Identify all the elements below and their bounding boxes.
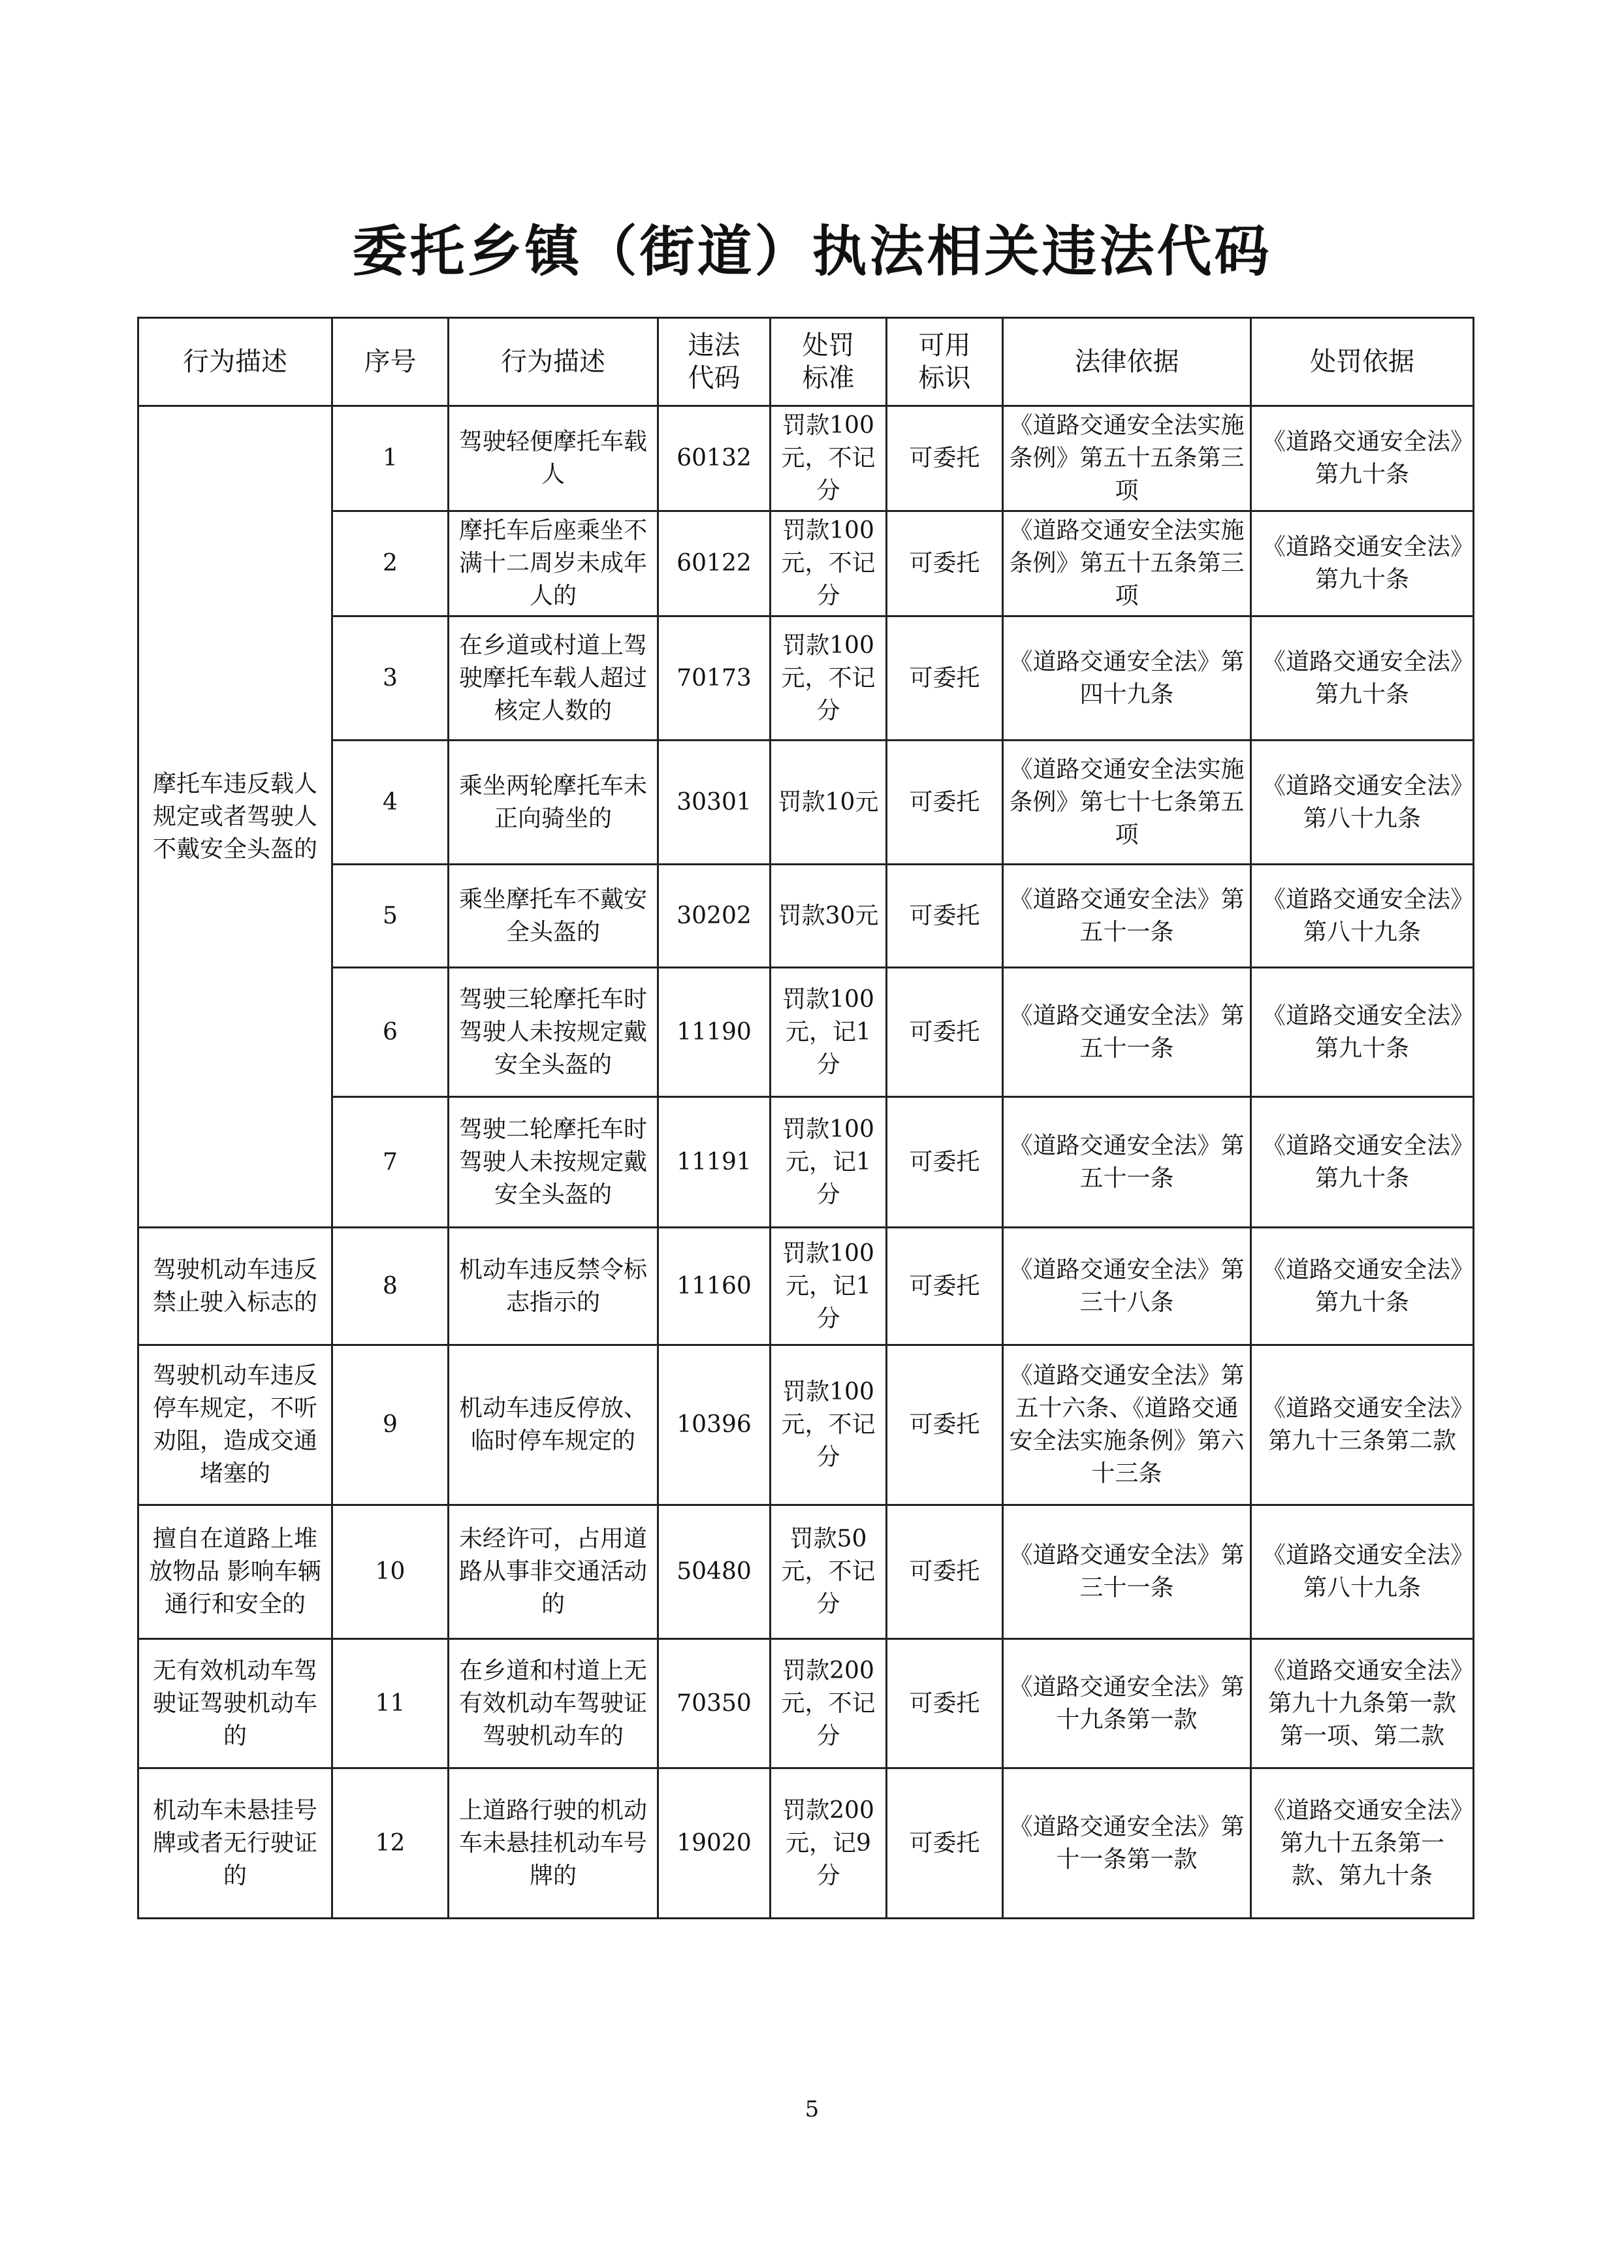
- row-behavior: 在乡道和村道上无有效机动车驾驶证驾驶机动车的: [449, 1639, 658, 1768]
- row-behavior: 在乡道或村道上驾驶摩托车载人超过核定人数的: [449, 616, 658, 741]
- row-legal-basis: 《道路交通安全法》第五十一条: [1003, 968, 1251, 1097]
- row-code: 50480: [658, 1505, 771, 1639]
- header-mark: [887, 318, 1003, 406]
- header-legal-basis: 法律依据: [1003, 318, 1251, 406]
- header-mark-line1: 可用: [918, 330, 971, 360]
- row-penalty-basis: 《道路交通安全法》第九十条: [1251, 1097, 1474, 1228]
- row-code: 11191: [658, 1097, 771, 1228]
- row-penalty-basis: 《道路交通安全法》第九十条: [1251, 406, 1474, 511]
- row-seq: 11: [332, 1639, 449, 1768]
- group-category: 摩托车违反载人规定或者驾驶人不戴安全头盔的: [152, 770, 317, 863]
- row-code: 60132: [658, 406, 771, 511]
- row-mark: 可委托: [887, 1345, 1003, 1505]
- row-behavior: 驾驶二轮摩托车时驾驶人未按规定戴安全头盔的: [449, 1097, 658, 1228]
- header-code: [658, 318, 771, 406]
- row-penalty-basis: 《道路交通安全法》第九十条: [1251, 968, 1474, 1097]
- row-mark: 可委托: [887, 1639, 1003, 1768]
- row-behavior: 驾驶轻便摩托车载人: [449, 406, 658, 511]
- row-code: 60122: [658, 511, 771, 616]
- row-penalty: 罚款200元，不记分: [771, 1639, 887, 1768]
- row-behavior: 未经许可，占用道路从事非交通活动的: [449, 1505, 658, 1639]
- row-seq: 9: [332, 1345, 449, 1505]
- row-seq: 6: [332, 968, 449, 1097]
- row-penalty: 罚款100元，不记分: [771, 1345, 887, 1505]
- row-behavior: 机动车违反停放、临时停车规定的: [449, 1345, 658, 1505]
- row-penalty-basis: 《道路交通安全法》第九十五条第一款、第九十条: [1251, 1768, 1474, 1919]
- group-category: 机动车未悬挂号牌或者无行驶证的: [138, 1768, 332, 1919]
- row-penalty-basis: 《道路交通安全法》第九十条: [1251, 1228, 1474, 1345]
- row-legal-basis: 《道路交通安全法》第三十一条: [1003, 1505, 1251, 1639]
- header-code-line1: 违法: [688, 330, 740, 360]
- row-seq: 12: [332, 1768, 449, 1919]
- row-seq: 3: [332, 616, 449, 741]
- header-penalty: [771, 318, 887, 406]
- row-mark: 可委托: [887, 616, 1003, 741]
- row-legal-basis: 《道路交通安全法实施条例》第五十五条第三项: [1003, 511, 1251, 616]
- table-row: [138, 1097, 1474, 1228]
- table-row: [138, 1345, 1474, 1505]
- header-category: 行为描述: [138, 318, 332, 406]
- row-behavior: 机动车违反禁令标志指示的: [449, 1228, 658, 1345]
- header-penalty-line2: 标准: [802, 363, 855, 393]
- row-behavior: 上道路行驶的机动车未悬挂机动车号牌的: [449, 1768, 658, 1919]
- row-code: 10396: [658, 1345, 771, 1505]
- row-code: 70350: [658, 1639, 771, 1768]
- row-legal-basis: 《道路交通安全法》第十一条第一款: [1003, 1768, 1251, 1919]
- row-penalty-basis: 《道路交通安全法》第九十三条第二款: [1251, 1345, 1474, 1505]
- row-penalty: 罚款100元，记1分: [771, 968, 887, 1097]
- row-mark: 可委托: [887, 1228, 1003, 1345]
- group-category: 擅自在道路上堆放物品 影响车辆通行和安全的: [138, 1505, 332, 1639]
- group-category: 驾驶机动车违反停车规定，不听劝阻，造成交通堵塞的: [138, 1345, 332, 1505]
- row-legal-basis: 《道路交通安全法》第五十六条、《道路交通安全法实施条例》第六十三条: [1003, 1345, 1251, 1505]
- group-category: 无有效机动车驾驶证驾驶机动车的: [138, 1639, 332, 1768]
- row-code: 11190: [658, 968, 771, 1097]
- row-seq: 8: [332, 1228, 449, 1345]
- row-penalty-basis: 《道路交通安全法》第八十九条: [1251, 1505, 1474, 1639]
- row-penalty: 罚款50元，不记分: [771, 1505, 887, 1639]
- row-code: 19020: [658, 1768, 771, 1919]
- header-behavior: 行为描述: [449, 318, 658, 406]
- row-legal-basis: 《道路交通安全法》第五十一条: [1003, 865, 1251, 968]
- table-row: [138, 511, 1474, 616]
- row-behavior: 摩托车后座乘坐不满十二周岁未成年人的: [449, 511, 658, 616]
- table-row: [138, 1639, 1474, 1768]
- row-behavior: 乘坐两轮摩托车未正向骑坐的: [449, 741, 658, 865]
- row-legal-basis: 《道路交通安全法》第三十八条: [1003, 1228, 1251, 1345]
- table-row: [138, 1228, 1474, 1345]
- row-code: 70173: [658, 616, 771, 741]
- group-category: 驾驶机动车违反禁止驶入标志的: [138, 1228, 332, 1345]
- row-penalty-basis: 《道路交通安全法》第九十九条第一款第一项、第二款: [1251, 1639, 1474, 1768]
- row-legal-basis: 《道路交通安全法实施条例》第七十七条第五项: [1003, 741, 1251, 865]
- row-penalty: 罚款100元，记1分: [771, 1097, 887, 1228]
- row-mark: 可委托: [887, 1505, 1003, 1639]
- row-mark: 可委托: [887, 1097, 1003, 1228]
- row-seq: 7: [332, 1097, 449, 1228]
- group-category-cell: [138, 406, 332, 1228]
- table-row: [138, 968, 1474, 1097]
- header-code-line2: 代码: [688, 363, 740, 393]
- row-seq: 1: [332, 406, 449, 511]
- table-row: [138, 406, 1474, 511]
- header-penalty-line1: 处罚: [802, 330, 855, 360]
- row-seq: 4: [332, 741, 449, 865]
- table-row: [138, 865, 1474, 968]
- row-seq: 2: [332, 511, 449, 616]
- row-code: 30301: [658, 741, 771, 865]
- table-header-row: [138, 318, 1474, 406]
- row-penalty: 罚款100元，不记分: [771, 511, 887, 616]
- row-penalty: 罚款100元，不记分: [771, 406, 887, 511]
- page-number: 5: [804, 2096, 820, 2122]
- row-legal-basis: 《道路交通安全法》第四十九条: [1003, 616, 1251, 741]
- row-code: 30202: [658, 865, 771, 968]
- row-penalty: 罚款100元，不记分: [771, 616, 887, 741]
- table-row: [138, 1768, 1474, 1919]
- row-mark: 可委托: [887, 865, 1003, 968]
- page-title: 委托乡镇（街道）执法相关违法代码: [352, 219, 1272, 283]
- header-seq: 序号: [332, 318, 449, 406]
- row-behavior: 驾驶三轮摩托车时驾驶人未按规定戴安全头盔的: [449, 968, 658, 1097]
- row-mark: 可委托: [887, 1768, 1003, 1919]
- row-mark: 可委托: [887, 968, 1003, 1097]
- row-penalty: 罚款30元: [771, 865, 887, 968]
- row-legal-basis: 《道路交通安全法》第十九条第一款: [1003, 1639, 1251, 1768]
- header-mark-line2: 标识: [918, 363, 971, 393]
- row-penalty: 罚款10元: [771, 741, 887, 865]
- row-penalty: 罚款100元，记1分: [771, 1228, 887, 1345]
- row-legal-basis: 《道路交通安全法实施条例》第五十五条第三项: [1003, 406, 1251, 511]
- row-mark: 可委托: [887, 406, 1003, 511]
- table-row: [138, 1505, 1474, 1639]
- table-row: [138, 741, 1474, 865]
- row-seq: 5: [332, 865, 449, 968]
- row-penalty-basis: 《道路交通安全法》第九十条: [1251, 616, 1474, 741]
- row-mark: 可委托: [887, 511, 1003, 616]
- row-penalty-basis: 《道路交通安全法》第八十九条: [1251, 865, 1474, 968]
- row-seq: 10: [332, 1505, 449, 1639]
- header-penalty-basis: 处罚依据: [1251, 318, 1474, 406]
- violation-code-table: [137, 317, 1474, 1919]
- table-row: [138, 616, 1474, 741]
- row-mark: 可委托: [887, 741, 1003, 865]
- row-penalty-basis: 《道路交通安全法》第八十九条: [1251, 741, 1474, 865]
- row-legal-basis: 《道路交通安全法》第五十一条: [1003, 1097, 1251, 1228]
- row-penalty: 罚款200元，记9分: [771, 1768, 887, 1919]
- row-penalty-basis: 《道路交通安全法》第九十条: [1251, 511, 1474, 616]
- row-code: 11160: [658, 1228, 771, 1345]
- row-behavior: 乘坐摩托车不戴安全头盔的: [449, 865, 658, 968]
